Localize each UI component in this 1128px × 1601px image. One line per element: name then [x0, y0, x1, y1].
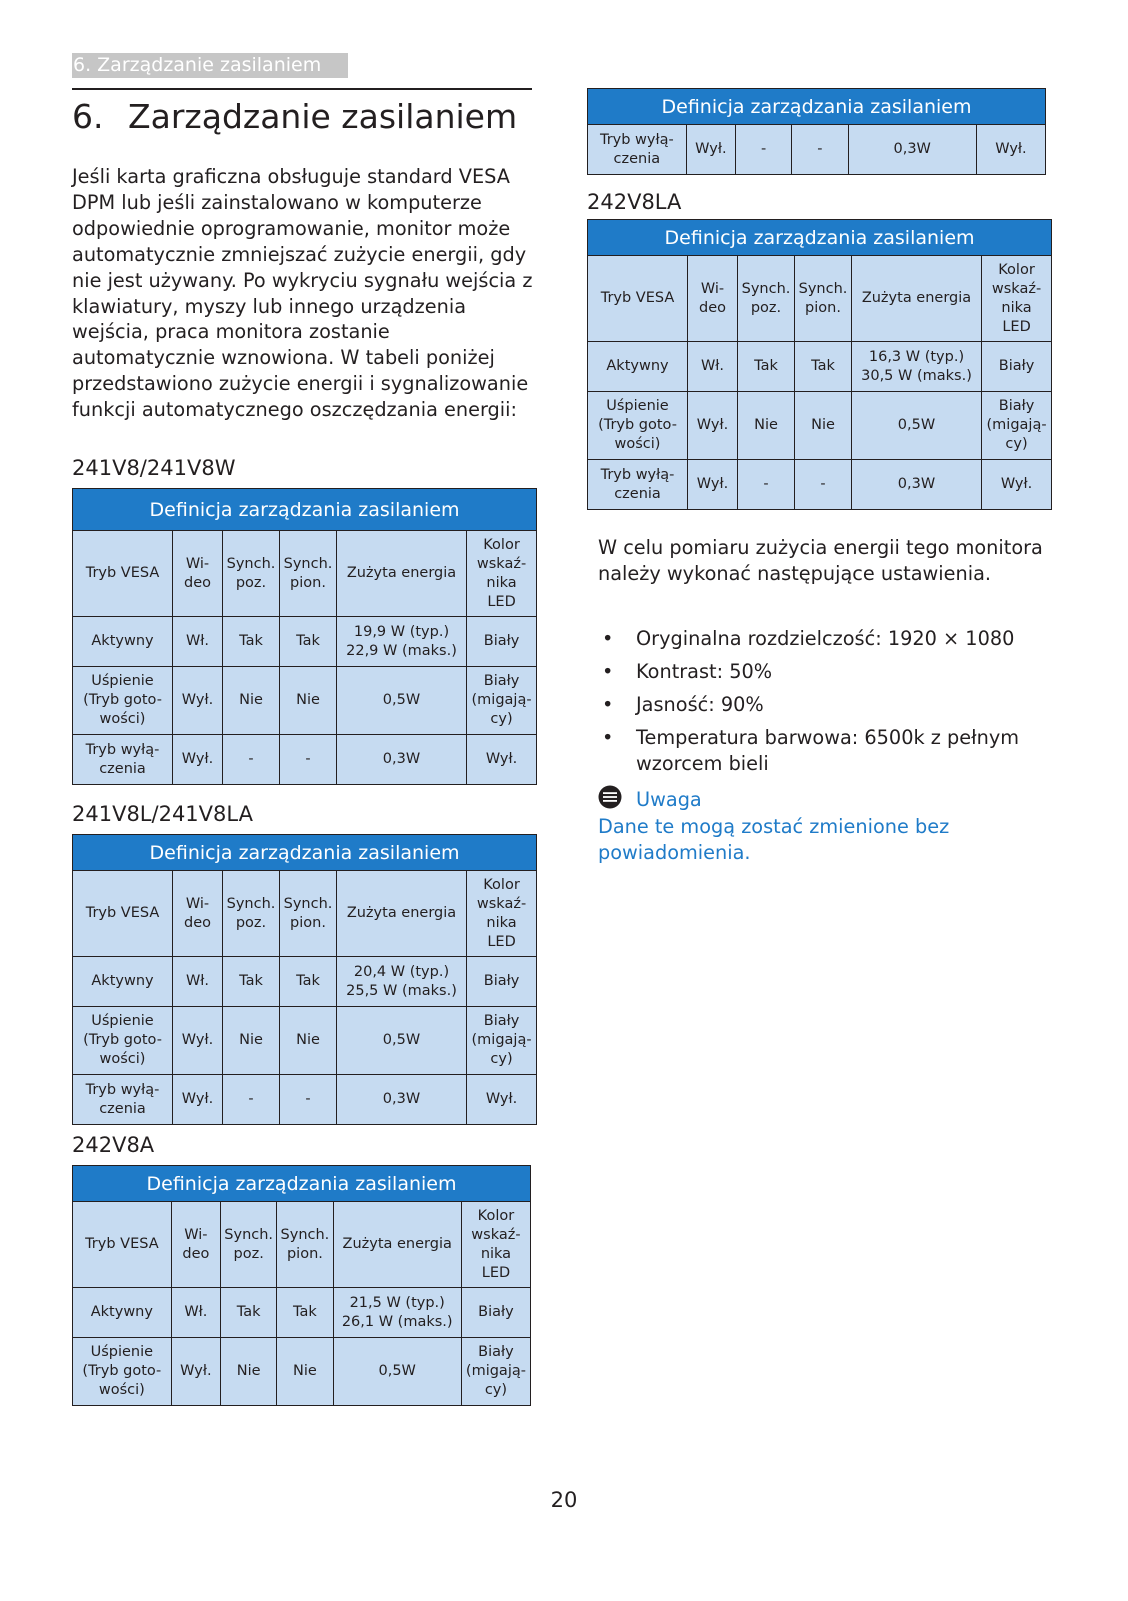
- table-cell: -: [223, 1075, 280, 1125]
- power-table-242v8a-continued: [587, 88, 1046, 175]
- page-number: 20: [550, 1488, 578, 1512]
- table-cell: Wł.: [173, 617, 223, 667]
- table-cell: Synch. poz.: [223, 531, 280, 617]
- table-cell: Biały (migają- cy): [467, 667, 537, 735]
- table-header-row: [73, 1202, 531, 1288]
- table-cell: Synch. pion.: [280, 871, 337, 957]
- table-cell: Nie: [738, 392, 795, 460]
- bullet-marker: •: [602, 659, 614, 683]
- table-cell: Nie: [280, 1007, 337, 1075]
- table-cell: Uśpienie (Tryb goto- wości): [73, 667, 173, 735]
- table-cell: 16,3 W (typ.) 30,5 W (maks.): [852, 342, 982, 392]
- table-cell: Tryb VESA: [588, 256, 688, 342]
- table-cell: Wi- deo: [173, 871, 223, 957]
- table-cell: Tryb wyłą- czenia: [588, 125, 687, 175]
- table-cell: -: [280, 1075, 337, 1125]
- table-cell: Synch. poz.: [223, 871, 280, 957]
- table-row: [73, 617, 537, 667]
- table-cell: Aktywny: [73, 617, 173, 667]
- table-cell: 0,5W: [337, 667, 467, 735]
- table-caption: Definicja zarządzania zasilaniem: [73, 1166, 531, 1202]
- table-cell: Tryb wyłą- czenia: [73, 1075, 173, 1125]
- section-title: Zarządzanie zasilaniem: [128, 97, 518, 136]
- intro-paragraph: Jeśli karta graficzna obsługuje standard VESA DPM lub jeśli zainstalowano w komputerze odpowiednie oprogramowanie, monitor może automatycznie zmniejszać zużycie energii, gdy nie jest używany. Po wykryciu sygnału wejścia z klawiatury, myszy lub innego urządzenia wejścia, praca monitora zostanie automatycznie wznowiona. W tabeli poniżej przedstawiono zużycie energii i sygnalizowanie funkcji automatycznego oszczędzania energii:: [72, 165, 533, 422]
- table-cell: Tryb wyłą- czenia: [588, 460, 688, 510]
- table-cell: Kolor wskaź- nika LED: [467, 531, 537, 617]
- table-cell: Tak: [223, 957, 280, 1007]
- table-cell: Biały: [461, 1288, 530, 1338]
- table-cell: -: [792, 125, 848, 175]
- section-number: 6.: [72, 97, 104, 136]
- table-row: [588, 460, 1052, 510]
- power-table-242v8la: [587, 219, 1052, 510]
- settings-item-text: Oryginalna rozdzielczość: 1920 × 1080: [636, 627, 1015, 650]
- table-cell: Tryb VESA: [73, 531, 173, 617]
- table-cell: Nie: [221, 1338, 277, 1406]
- note-text: Dane te mogą zostać zmienione bez powiadomienia.: [598, 815, 950, 864]
- table-cell: Kolor wskaź- nika LED: [461, 1202, 530, 1288]
- power-table-241v8: [72, 488, 537, 785]
- table-cell: Wył.: [173, 1075, 223, 1125]
- table-caption-row: [73, 1166, 531, 1202]
- table-row: [73, 667, 537, 735]
- settings-item-text: Jasność: 90%: [636, 692, 764, 716]
- table-cell: Aktywny: [73, 957, 173, 1007]
- table-header-row: [73, 871, 537, 957]
- table-row: [73, 1288, 531, 1338]
- table-cell: Tak: [221, 1288, 277, 1338]
- table-cell: Synch. poz.: [738, 256, 795, 342]
- table-row: [73, 957, 537, 1007]
- measurement-text: W celu pomiaru zużycia energii tego monitora należy wykonać następujące ustawienia.: [598, 536, 1043, 585]
- table-cell: Zużyta energia: [337, 531, 467, 617]
- note-title: Uwaga: [636, 788, 702, 811]
- table-cell: Tryb VESA: [73, 1202, 172, 1288]
- table-cell: Wył.: [688, 460, 738, 510]
- table-cell: 20,4 W (typ.) 25,5 W (maks.): [337, 957, 467, 1007]
- table-cell: Wi- deo: [688, 256, 738, 342]
- model-label-242v8a: 242V8A: [72, 1133, 155, 1157]
- table-cell: Wył.: [173, 735, 223, 785]
- table-row: [73, 1338, 531, 1406]
- table-row: [73, 735, 537, 785]
- settings-item-text: Temperatura barwowa: 6500k z pełnym wzorcem bieli: [636, 725, 1020, 775]
- table-cell: Wł.: [171, 1288, 220, 1338]
- table-cell: 0,3W: [337, 735, 467, 785]
- table-caption: Definicja zarządzania zasilaniem: [73, 489, 537, 531]
- table-header-row: [588, 256, 1052, 342]
- table-cell: Wył.: [976, 125, 1045, 175]
- table-cell: Synch. pion.: [277, 1202, 333, 1288]
- table-cell: Biały: [982, 342, 1052, 392]
- table-cell: 0,3W: [852, 460, 982, 510]
- settings-item: [598, 725, 1058, 777]
- table-cell: Tak: [277, 1288, 333, 1338]
- table-caption: Definicja zarządzania zasilaniem: [588, 89, 1046, 125]
- table-cell: Tryb VESA: [73, 871, 173, 957]
- table-cell: Tak: [280, 617, 337, 667]
- note-icon: [598, 785, 622, 809]
- table-cell: 0,5W: [852, 392, 982, 460]
- table-cell: Nie: [223, 1007, 280, 1075]
- page-title: [72, 93, 517, 141]
- table-cell: Biały: [467, 617, 537, 667]
- table-cell: Wył.: [467, 1075, 537, 1125]
- settings-item: [598, 626, 1058, 652]
- power-table-242v8a: [72, 1165, 531, 1406]
- table-row: [73, 1007, 537, 1075]
- table-row: [588, 342, 1052, 392]
- section-tag: 6. Zarządzanie zasilaniem: [72, 53, 348, 78]
- table-cell: -: [280, 735, 337, 785]
- table-cell: Aktywny: [73, 1288, 172, 1338]
- table-cell: -: [738, 460, 795, 510]
- table-cell: Nie: [223, 667, 280, 735]
- table-cell: 0,3W: [848, 125, 976, 175]
- table-cell: Wył.: [173, 1007, 223, 1075]
- table-cell: 21,5 W (typ.) 26,1 W (maks.): [333, 1288, 461, 1338]
- table-cell: Biały: [467, 957, 537, 1007]
- table-cell: Biały (migają- cy): [461, 1338, 530, 1406]
- settings-item-text: Kontrast: 50%: [636, 659, 773, 683]
- table-cell: Nie: [277, 1338, 333, 1406]
- table-row: [588, 392, 1052, 460]
- table-cell: -: [736, 125, 792, 175]
- table-cell: Zużyta energia: [337, 871, 467, 957]
- model-label-241v8l: 241V8L/241V8LA: [72, 802, 253, 826]
- table-cell: Biały (migają- cy): [467, 1007, 537, 1075]
- table-cell: Synch. poz.: [221, 1202, 277, 1288]
- settings-item: [598, 659, 1058, 685]
- table-cell: Uśpienie (Tryb goto- wości): [73, 1007, 173, 1075]
- table-caption-row: [73, 835, 537, 871]
- settings-list: [598, 626, 1058, 784]
- table-cell: Wył.: [467, 735, 537, 785]
- table-caption: Definicja zarządzania zasilaniem: [588, 220, 1052, 256]
- table-cell: Aktywny: [588, 342, 688, 392]
- table-caption: Definicja zarządzania zasilaniem: [73, 835, 537, 871]
- table-cell: 0,5W: [333, 1338, 461, 1406]
- table-cell: -: [795, 460, 852, 510]
- model-label-241v8: 241V8/241V8W: [72, 456, 236, 480]
- table-cell: Wi- deo: [173, 531, 223, 617]
- table-cell: Zużyta energia: [852, 256, 982, 342]
- settings-item: [598, 692, 1058, 718]
- table-row: [588, 125, 1046, 175]
- table-cell: Nie: [795, 392, 852, 460]
- table-cell: Synch. pion.: [280, 531, 337, 617]
- table-cell: Wył.: [171, 1338, 220, 1406]
- table-cell: Wył.: [686, 125, 735, 175]
- bullet-marker: •: [602, 725, 614, 749]
- header-rule: [72, 88, 532, 90]
- table-cell: 19,9 W (typ.) 22,9 W (maks.): [337, 617, 467, 667]
- table-cell: Wł.: [173, 957, 223, 1007]
- table-cell: Zużyta energia: [333, 1202, 461, 1288]
- table-cell: Synch. pion.: [795, 256, 852, 342]
- table-cell: Wył.: [982, 460, 1052, 510]
- table-cell: 0,5W: [337, 1007, 467, 1075]
- table-cell: 0,3W: [337, 1075, 467, 1125]
- table-cell: -: [223, 735, 280, 785]
- table-cell: Tak: [223, 617, 280, 667]
- table-cell: Tryb wyłą- czenia: [73, 735, 173, 785]
- table-cell: Nie: [280, 667, 337, 735]
- table-cell: Wył.: [173, 667, 223, 735]
- model-label-242v8la: 242V8LA: [587, 190, 682, 214]
- table-cell: Tak: [738, 342, 795, 392]
- table-caption-row: [588, 220, 1052, 256]
- table-cell: Kolor wskaź- nika LED: [982, 256, 1052, 342]
- table-cell: Uśpienie (Tryb goto- wości): [73, 1338, 172, 1406]
- table-caption-row: [73, 489, 537, 531]
- bullet-marker: •: [602, 692, 614, 716]
- table-header-row: [73, 531, 537, 617]
- table-cell: Wł.: [688, 342, 738, 392]
- table-cell: Tak: [280, 957, 337, 1007]
- table-caption-row: [588, 89, 1046, 125]
- bullet-marker: •: [602, 627, 614, 650]
- table-cell: Wi- deo: [171, 1202, 220, 1288]
- table-cell: Wył.: [688, 392, 738, 460]
- table-cell: Biały (migają- cy): [982, 392, 1052, 460]
- power-table-241v8l: [72, 834, 537, 1125]
- table-row: [73, 1075, 537, 1125]
- table-cell: Kolor wskaź- nika LED: [467, 871, 537, 957]
- table-cell: Tak: [795, 342, 852, 392]
- table-cell: Uśpienie (Tryb goto- wości): [588, 392, 688, 460]
